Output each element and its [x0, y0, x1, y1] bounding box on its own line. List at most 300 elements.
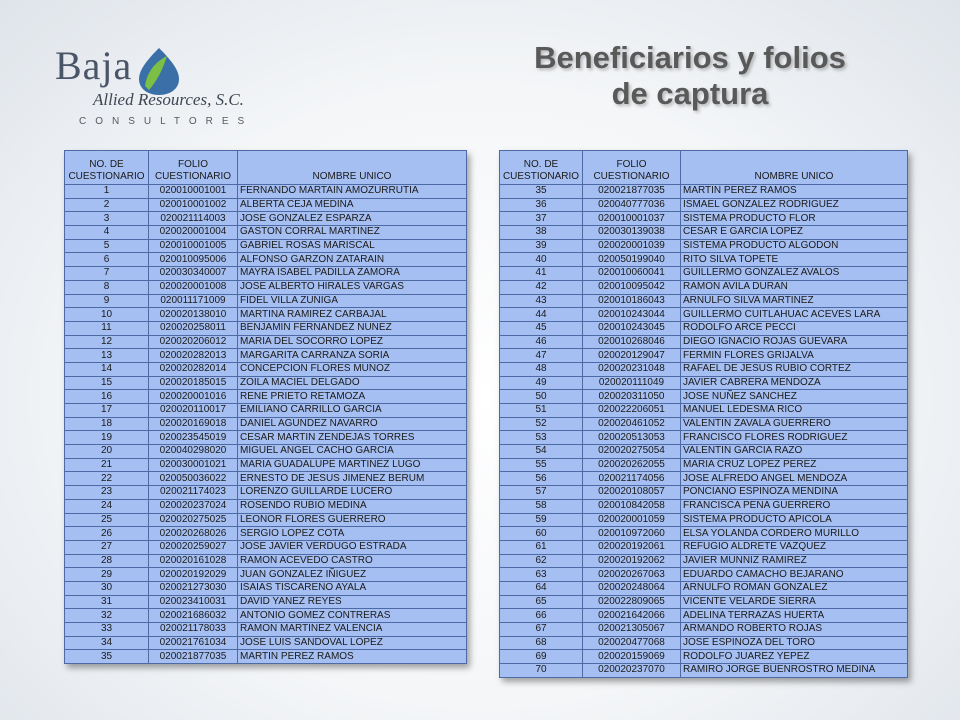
table-row — [500, 390, 908, 404]
table-row — [65, 445, 467, 459]
cell-folio: 020010001002 — [149, 198, 238, 212]
cell-name: MARTINA RAMIREZ CARBAJAL — [238, 308, 467, 322]
cell-num: 21 — [65, 458, 149, 472]
cell-num: 65 — [500, 595, 583, 609]
table-row — [500, 486, 908, 500]
cell-name: ALBERTA CEJA MEDINA — [238, 198, 467, 212]
cell-num: 48 — [500, 362, 583, 376]
table-row — [65, 376, 467, 390]
cell-folio: 020020282013 — [149, 349, 238, 363]
cell-num: 30 — [65, 581, 149, 595]
header-num: NO. DE CUESTIONARIO — [65, 151, 149, 185]
cell-num: 20 — [65, 445, 149, 459]
cell-name: RODOLFO ARCE PECCI — [681, 321, 908, 335]
cell-folio: 020010842058 — [583, 499, 681, 513]
table-row — [65, 499, 467, 513]
cell-folio: 020020192061 — [583, 540, 681, 554]
table-row — [500, 445, 908, 459]
cell-folio: 020022206051 — [583, 404, 681, 418]
cell-folio: 020020129047 — [583, 349, 681, 363]
table-row — [65, 540, 467, 554]
cell-name: ERNESTO DE JESUS JIMENEZ BERUM — [238, 472, 467, 486]
cell-folio: 020020237024 — [149, 499, 238, 513]
cell-folio: 020010243045 — [583, 321, 681, 335]
cell-num: 11 — [65, 321, 149, 335]
table-row — [500, 239, 908, 253]
cell-num: 13 — [65, 349, 149, 363]
cell-folio: 020022809065 — [583, 595, 681, 609]
cell-num: 18 — [65, 417, 149, 431]
cell-folio: 020020461052 — [583, 417, 681, 431]
table-row — [500, 581, 908, 595]
cell-folio: 020040298020 — [149, 445, 238, 459]
cell-name: JOSE GONZALEZ ESPARZA — [238, 212, 467, 226]
cell-num: 12 — [65, 335, 149, 349]
cell-name: MARIA CRUZ LOPEZ PEREZ — [681, 458, 908, 472]
table-row — [500, 404, 908, 418]
cell-num: 15 — [65, 376, 149, 390]
cell-num: 58 — [500, 499, 583, 513]
cell-name: GABRIEL ROSAS MARISCAL — [238, 239, 467, 253]
cell-folio: 020020108057 — [583, 486, 681, 500]
cell-num: 69 — [500, 650, 583, 664]
header-num: NO. DE CUESTIONARIO — [500, 151, 583, 185]
table-row — [65, 198, 467, 212]
table-row — [65, 335, 467, 349]
cell-num: 44 — [500, 308, 583, 322]
leaf-drop-icon — [137, 46, 181, 96]
cell-folio: 020021877035 — [583, 185, 681, 199]
cell-num: 17 — [65, 404, 149, 418]
cell-name: JOSE NUÑEZ SANCHEZ — [681, 390, 908, 404]
cell-num: 5 — [65, 239, 149, 253]
cell-num: 40 — [500, 253, 583, 267]
cell-name: ARMANDO ROBERTO ROJAS — [681, 623, 908, 637]
table-row — [65, 390, 467, 404]
cell-name: MARIA GUADALUPE MARTINEZ LUGO — [238, 458, 467, 472]
table-row — [65, 636, 467, 650]
table-row — [65, 623, 467, 637]
cell-folio: 020020111049 — [583, 376, 681, 390]
page-title-line2: de captura — [611, 76, 769, 111]
cell-folio: 020011171009 — [149, 294, 238, 308]
cell-num: 52 — [500, 417, 583, 431]
table-row — [65, 472, 467, 486]
page-title — [500, 40, 880, 112]
cell-name: RAMON MARTINEZ VALENCIA — [238, 623, 467, 637]
table-row — [65, 581, 467, 595]
cell-name: ARNULFO SILVA MARTINEZ — [681, 294, 908, 308]
cell-folio: 020030139038 — [583, 226, 681, 240]
cell-folio: 020020192062 — [583, 554, 681, 568]
cell-name: MAYRA ISABEL PADILLA ZAMORA — [238, 267, 467, 281]
table-row — [500, 294, 908, 308]
cell-name: ALFONSO GARZON ZATARAIN — [238, 253, 467, 267]
cell-name: MARGARITA CARRANZA SORIA — [238, 349, 467, 363]
cell-name: JAVIER CABRERA MENDOZA — [681, 376, 908, 390]
cell-folio: 020020001004 — [149, 226, 238, 240]
cell-folio: 020020275025 — [149, 513, 238, 527]
table-row — [500, 458, 908, 472]
table-row — [500, 595, 908, 609]
cell-name: MARTIN PEREZ RAMOS — [238, 650, 467, 664]
cell-num: 4 — [65, 226, 149, 240]
cell-num: 6 — [65, 253, 149, 267]
table-row — [65, 404, 467, 418]
table-row — [65, 349, 467, 363]
table-row — [500, 623, 908, 637]
logo-tagline: CONSULTORES — [79, 116, 254, 127]
cell-name: RODOLFO JUAREZ YEPEZ — [681, 650, 908, 664]
cell-name: VICENTE VELARDE SIERRA — [681, 595, 908, 609]
table-row — [65, 267, 467, 281]
cell-folio: 020021114003 — [149, 212, 238, 226]
cell-num: 36 — [500, 198, 583, 212]
cell-num: 46 — [500, 335, 583, 349]
cell-name: GUILLERMO GONZALEZ AVALOS — [681, 267, 908, 281]
cell-folio: 020023410031 — [149, 595, 238, 609]
cell-name: FRANCISCA PEÑA GUERRERO — [681, 499, 908, 513]
cell-name: LORENZO GUILLARDE LUCERO — [238, 486, 467, 500]
logo-brand: Baja — [55, 43, 133, 88]
cell-name: JOSE ESPINOZA DEL TORO — [681, 636, 908, 650]
cell-num: 22 — [65, 472, 149, 486]
table-row — [500, 499, 908, 513]
cell-num: 16 — [65, 390, 149, 404]
cell-name: CESAR E GARCIA LOPEZ — [681, 226, 908, 240]
cell-num: 35 — [500, 185, 583, 199]
cell-folio: 020020001016 — [149, 390, 238, 404]
table-row — [500, 185, 908, 199]
table-row — [65, 431, 467, 445]
cell-name: JAVIER MUNNIZ RAMIREZ — [681, 554, 908, 568]
table-row — [500, 362, 908, 376]
cell-folio: 020020110017 — [149, 404, 238, 418]
cell-num: 7 — [65, 267, 149, 281]
table-header-row — [500, 151, 908, 185]
cell-num: 43 — [500, 294, 583, 308]
cell-folio: 020030340007 — [149, 267, 238, 281]
cell-name: RAMON ACEVEDO CASTRO — [238, 554, 467, 568]
cell-folio: 020020248064 — [583, 581, 681, 595]
table-row — [500, 650, 908, 664]
cell-num: 51 — [500, 404, 583, 418]
cell-name: GUILLERMO CUITLAHUAC ACEVES LARA — [681, 308, 908, 322]
cell-num: 42 — [500, 280, 583, 294]
cell-num: 54 — [500, 445, 583, 459]
page-title-line1: Beneficiarios y folios — [534, 40, 846, 75]
table-row — [65, 458, 467, 472]
table-row — [500, 253, 908, 267]
cell-name: DANIEL AGUNDEZ NAVARRO — [238, 417, 467, 431]
cell-folio: 020020138010 — [149, 308, 238, 322]
table-row — [65, 212, 467, 226]
table-row — [500, 308, 908, 322]
cell-num: 26 — [65, 527, 149, 541]
cell-num: 64 — [500, 581, 583, 595]
cell-folio: 020010243044 — [583, 308, 681, 322]
cell-name: ANTONIO GOMEZ CONTRERAS — [238, 609, 467, 623]
cell-num: 35 — [65, 650, 149, 664]
table-row — [500, 280, 908, 294]
cell-name: ADELINA TERRAZAS HUERTA — [681, 609, 908, 623]
table-row — [500, 540, 908, 554]
cell-folio: 020010095042 — [583, 280, 681, 294]
cell-name: RAMIRO JORGE BUENROSTRO MEDINA — [681, 664, 908, 678]
table-row — [500, 417, 908, 431]
cell-name: JOSE LUIS SANDOVAL LOPEZ — [238, 636, 467, 650]
table-row — [500, 513, 908, 527]
cell-name: RITO SILVA TOPETE — [681, 253, 908, 267]
logo-subtitle: Allied Resources, S.C. — [93, 90, 244, 109]
cell-name: ELSA YOLANDA CORDERO MURILLO — [681, 527, 908, 541]
cell-folio: 020021686032 — [149, 609, 238, 623]
cell-folio: 020010001001 — [149, 185, 238, 199]
table-row — [65, 280, 467, 294]
table-row — [500, 554, 908, 568]
cell-num: 70 — [500, 664, 583, 678]
cell-folio: 020020477068 — [583, 636, 681, 650]
cell-name: ZOILA MACIEL DELGADO — [238, 376, 467, 390]
cell-num: 31 — [65, 595, 149, 609]
cell-folio: 020040777036 — [583, 198, 681, 212]
table-row — [65, 513, 467, 527]
cell-folio: 020020267063 — [583, 568, 681, 582]
cell-num: 56 — [500, 472, 583, 486]
cell-name: EMILIANO CARRILLO GARCIA — [238, 404, 467, 418]
cell-name: RENE PRIETO RETAMOZA — [238, 390, 467, 404]
cell-folio: 020020282014 — [149, 362, 238, 376]
cell-folio: 020020262055 — [583, 458, 681, 472]
table-row — [65, 294, 467, 308]
cell-num: 50 — [500, 390, 583, 404]
cell-num: 41 — [500, 267, 583, 281]
cell-name: DIEGO IGNACIO ROJAS GUEVARA — [681, 335, 908, 349]
cell-num: 38 — [500, 226, 583, 240]
cell-folio: 020021174023 — [149, 486, 238, 500]
cell-folio: 020020206012 — [149, 335, 238, 349]
cell-folio: 020021642066 — [583, 609, 681, 623]
table-row — [500, 527, 908, 541]
cell-name: ROSENDO RUBIO MEDINA — [238, 499, 467, 513]
table-row — [500, 212, 908, 226]
table-row — [65, 226, 467, 240]
cell-folio: 020020237070 — [583, 664, 681, 678]
table-row — [65, 609, 467, 623]
cell-folio: 020010001005 — [149, 239, 238, 253]
table-row — [65, 185, 467, 199]
cell-folio: 020010060041 — [583, 267, 681, 281]
cell-name: FIDEL VILLA ZUÑIGA — [238, 294, 467, 308]
cell-folio: 020050199040 — [583, 253, 681, 267]
cell-num: 57 — [500, 486, 583, 500]
cell-num: 47 — [500, 349, 583, 363]
table-row — [65, 568, 467, 582]
cell-name: MARTIN PEREZ RAMOS — [681, 185, 908, 199]
cell-num: 55 — [500, 458, 583, 472]
cell-folio: 020050036022 — [149, 472, 238, 486]
cell-name: ISAIAS TISCAREÑO AYALA — [238, 581, 467, 595]
table-row — [65, 527, 467, 541]
cell-folio: 020020161028 — [149, 554, 238, 568]
cell-folio: 020020192029 — [149, 568, 238, 582]
cell-name: ISMAEL GONZALEZ RODRIGUEZ — [681, 198, 908, 212]
cell-name: CONCEPCION FLORES MUÑOZ — [238, 362, 467, 376]
table-row — [500, 267, 908, 281]
cell-name: RAFAEL DE JESUS RUBIO CORTEZ — [681, 362, 908, 376]
cell-name: MANUEL LEDESMA RICO — [681, 404, 908, 418]
table-row — [500, 472, 908, 486]
table-row — [500, 664, 908, 678]
cell-name: FRANCISCO FLORES RODRIGUEZ — [681, 431, 908, 445]
cell-num: 62 — [500, 554, 583, 568]
cell-name: VALENTIN ZAVALA GUERRERO — [681, 417, 908, 431]
cell-name: SISTEMA PRODUCTO APICOLA — [681, 513, 908, 527]
cell-num: 24 — [65, 499, 149, 513]
cell-num: 3 — [65, 212, 149, 226]
cell-num: 29 — [65, 568, 149, 582]
table-row — [500, 321, 908, 335]
cell-num: 68 — [500, 636, 583, 650]
cell-folio: 020021761034 — [149, 636, 238, 650]
cell-name: FERNANDO MARTAIN AMOZURRUTIA — [238, 185, 467, 199]
cell-folio: 020021178033 — [149, 623, 238, 637]
header-folio: FOLIO CUESTIONARIO — [583, 151, 681, 185]
cell-folio: 020020231048 — [583, 362, 681, 376]
cell-name: BENJAMIN FERNANDEZ NUÑEZ — [238, 321, 467, 335]
cell-name: JUAN GONZALEZ IÑIGUEZ — [238, 568, 467, 582]
table-row — [500, 609, 908, 623]
cell-num: 14 — [65, 362, 149, 376]
header-folio: FOLIO CUESTIONARIO — [149, 151, 238, 185]
cell-num: 28 — [65, 554, 149, 568]
table-row — [500, 198, 908, 212]
cell-folio: 020021273030 — [149, 581, 238, 595]
table-row — [65, 253, 467, 267]
cell-name: RAMON AVILA DURAN — [681, 280, 908, 294]
table-row — [500, 226, 908, 240]
cell-folio: 020010972060 — [583, 527, 681, 541]
cell-name: JOSE JAVIER VERDUGO ESTRADA — [238, 540, 467, 554]
cell-name: SISTEMA PRODUCTO ALGODON — [681, 239, 908, 253]
cell-num: 32 — [65, 609, 149, 623]
cell-folio: 020010095006 — [149, 253, 238, 267]
table-row — [65, 362, 467, 376]
table-row — [65, 417, 467, 431]
cell-num: 63 — [500, 568, 583, 582]
cell-num: 45 — [500, 321, 583, 335]
cell-name: EDUARDO CAMACHO BEJARANO — [681, 568, 908, 582]
header-name: NOMBRE UNICO — [238, 151, 467, 185]
table-row — [500, 335, 908, 349]
cell-num: 53 — [500, 431, 583, 445]
header-name: NOMBRE UNICO — [681, 151, 908, 185]
cell-folio: 020020169018 — [149, 417, 238, 431]
table-row — [65, 650, 467, 664]
table-row — [65, 321, 467, 335]
cell-name: MIGUEL ANGEL CACHO GARCIA — [238, 445, 467, 459]
cell-num: 33 — [65, 623, 149, 637]
cell-name: JOSE ALBERTO HIRALES VARGAS — [238, 280, 467, 294]
cell-name: SISTEMA PRODUCTO FLOR — [681, 212, 908, 226]
cell-num: 8 — [65, 280, 149, 294]
cell-folio: 020023545019 — [149, 431, 238, 445]
table-row — [500, 568, 908, 582]
cell-folio: 020020259027 — [149, 540, 238, 554]
cell-name: SERGIO LOPEZ COTA — [238, 527, 467, 541]
cell-name: VALENTIN GARCIA RAZO — [681, 445, 908, 459]
cell-num: 23 — [65, 486, 149, 500]
cell-folio: 020020185015 — [149, 376, 238, 390]
table-row — [500, 349, 908, 363]
cell-folio: 020030001021 — [149, 458, 238, 472]
cell-folio: 020020513053 — [583, 431, 681, 445]
beneficiaries-table-right — [499, 150, 908, 678]
cell-name: ARNULFO ROMAN GONZALEZ — [681, 581, 908, 595]
cell-folio: 020020159069 — [583, 650, 681, 664]
cell-num: 2 — [65, 198, 149, 212]
cell-folio: 020010001037 — [583, 212, 681, 226]
cell-folio: 020020258011 — [149, 321, 238, 335]
cell-num: 9 — [65, 294, 149, 308]
table-row — [65, 554, 467, 568]
cell-name: CESAR MARTIN ZENDEJAS TORRES — [238, 431, 467, 445]
cell-num: 49 — [500, 376, 583, 390]
cell-folio: 020020268026 — [149, 527, 238, 541]
cell-num: 1 — [65, 185, 149, 199]
cell-folio: 020010186043 — [583, 294, 681, 308]
cell-name: DAVID YAÑEZ REYES — [238, 595, 467, 609]
cell-folio: 020021305067 — [583, 623, 681, 637]
cell-name: GASTON CORRAL MARTINEZ — [238, 226, 467, 240]
cell-num: 10 — [65, 308, 149, 322]
cell-num: 27 — [65, 540, 149, 554]
table-row — [65, 486, 467, 500]
table-row — [65, 239, 467, 253]
cell-folio: 020021877035 — [149, 650, 238, 664]
table-row — [65, 308, 467, 322]
company-logo — [55, 40, 295, 135]
cell-folio: 020020001059 — [583, 513, 681, 527]
cell-num: 60 — [500, 527, 583, 541]
cell-name: REFUGIO ALDRETE VAZQUEZ — [681, 540, 908, 554]
cell-folio: 020020275054 — [583, 445, 681, 459]
cell-num: 39 — [500, 239, 583, 253]
cell-name: LEONOR FLORES GUERRERO — [238, 513, 467, 527]
cell-num: 59 — [500, 513, 583, 527]
cell-folio: 020020001008 — [149, 280, 238, 294]
cell-folio: 020010268046 — [583, 335, 681, 349]
cell-num: 19 — [65, 431, 149, 445]
cell-name: MARIA DEL SOCORRO LOPEZ — [238, 335, 467, 349]
table-row — [500, 431, 908, 445]
cell-name: JOSE ALFREDO ANGEL MENDOZA — [681, 472, 908, 486]
table-header-row — [65, 151, 467, 185]
table-row — [65, 595, 467, 609]
cell-num: 25 — [65, 513, 149, 527]
cell-num: 61 — [500, 540, 583, 554]
table-row — [500, 376, 908, 390]
cell-num: 67 — [500, 623, 583, 637]
cell-num: 37 — [500, 212, 583, 226]
table-row — [500, 636, 908, 650]
beneficiaries-table-left — [64, 150, 467, 664]
cell-num: 66 — [500, 609, 583, 623]
cell-folio: 020020001039 — [583, 239, 681, 253]
cell-name: PONCIANO ESPINOZA MENDINA — [681, 486, 908, 500]
cell-folio: 020021174056 — [583, 472, 681, 486]
cell-folio: 020020311050 — [583, 390, 681, 404]
